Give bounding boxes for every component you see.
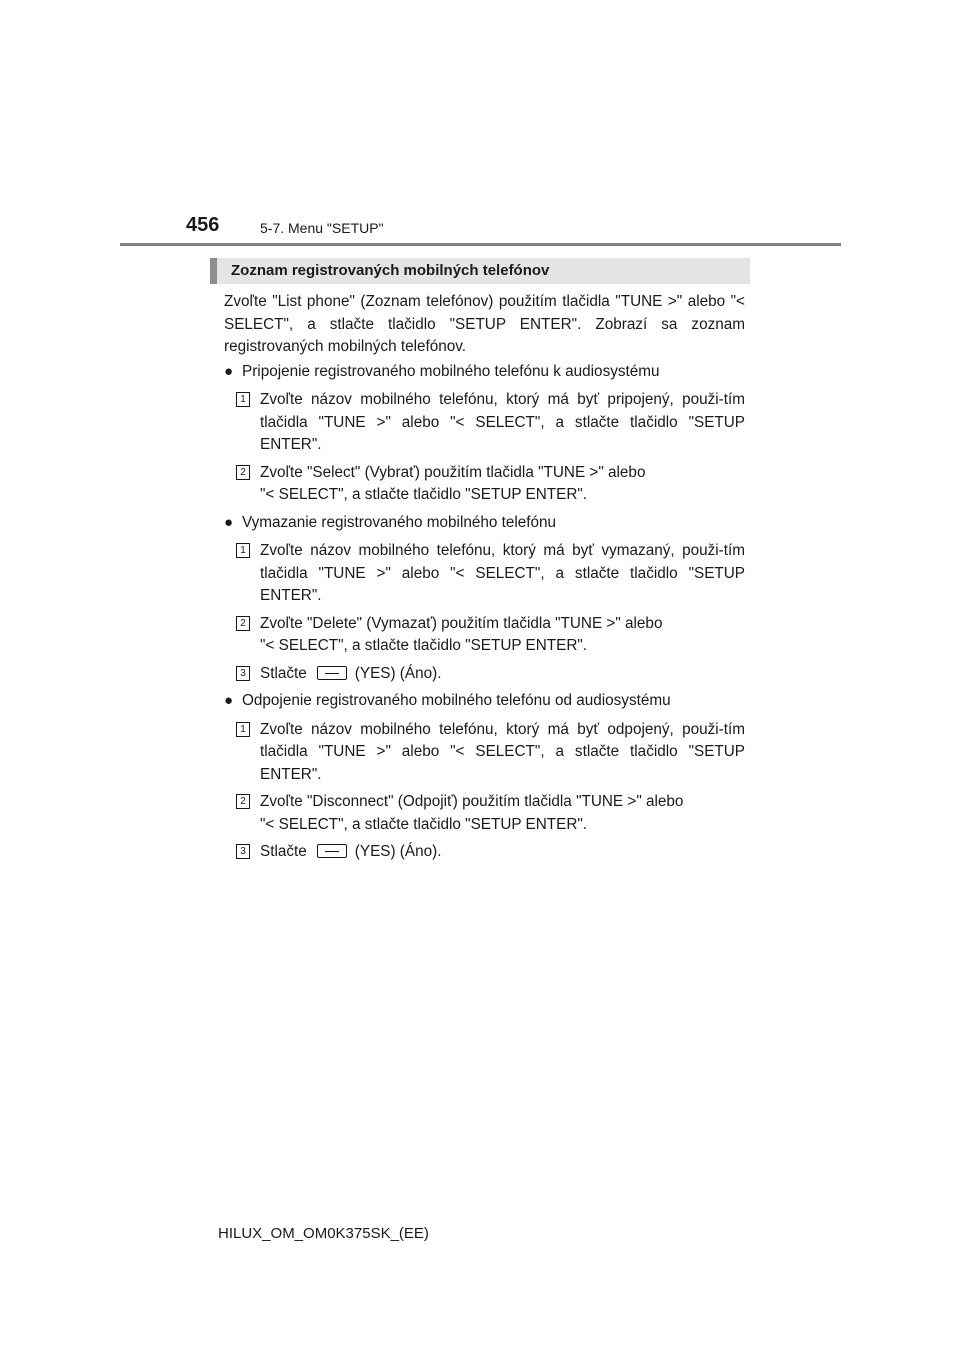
document-code: HILUX_OM_OM0K375SK_(EE) <box>218 1225 429 1242</box>
yes-button-icon <box>317 666 347 680</box>
step-item <box>224 389 745 457</box>
step-item <box>224 791 745 836</box>
page-header <box>0 0 960 250</box>
step-item <box>224 663 745 686</box>
bullet-item <box>224 512 745 535</box>
step-item <box>224 462 745 507</box>
step-text: Zvoľte "Select" (Vybrať) použitím tlačidla "TUNE >" alebo <box>260 463 646 481</box>
intro-paragraph: Zvoľte "List phone" (Zoznam telefónov) použitím tlačidla "TUNE >" alebo "< SELECT", a stlačte tlačidlo "SETUP ENTER". Zobrazí sa zoznam registrovaných mobilných telefónov. <box>224 293 745 355</box>
step-text: Stlačte <box>260 664 307 682</box>
step-text-continued: "< SELECT", a stlačte tlačidlo "SETUP ENTER". <box>260 637 588 654</box>
section-title: Zoznam registrovaných mobilných telefónov <box>231 262 550 279</box>
step-number: 1 <box>236 543 250 558</box>
step-item <box>224 719 745 787</box>
step-text: Zvoľte "Delete" (Vymazať) použitím tlačidla "TUNE >" alebo <box>260 614 663 632</box>
step-number: 3 <box>236 844 250 859</box>
chapter-title: 5-7. Menu "SETUP" <box>260 220 384 236</box>
step-text: Stlačte <box>260 843 307 860</box>
step-number: 1 <box>236 722 250 737</box>
yes-button-icon <box>317 844 347 858</box>
page-number: 456 <box>186 214 220 236</box>
bullet-item <box>224 361 745 384</box>
step-number: 3 <box>236 666 250 681</box>
step-text-continued: (YES) (Áno). <box>354 843 442 860</box>
step-text: Zvoľte názov mobilného telefónu, ktorý má byť pripojený, použi-tím tlačidla "TUNE >" alebo "< SELECT", a stlačte tlačidlo "SETUP ENTER". <box>260 391 745 453</box>
header-rule <box>120 243 841 246</box>
bullet-title: Vymazanie registrovaného mobilného telefónu <box>242 513 557 531</box>
step-item <box>224 540 745 608</box>
step-text: Zvoľte názov mobilného telefónu, ktorý má byť vymazaný, použi-tím tlačidla "TUNE >" alebo "< SELECT", a stlačte tlačidlo "SETUP ENTER". <box>260 542 745 604</box>
step-item <box>224 841 745 864</box>
step-number: 1 <box>236 392 250 407</box>
step-text-continued: "< SELECT", a stlačte tlačidlo "SETUP ENTER". <box>260 486 588 503</box>
bullet-icon: ● <box>224 362 234 380</box>
step-text-continued: "< SELECT", a stlačte tlačidlo "SETUP ENTER". <box>260 815 588 833</box>
bullet-icon: ● <box>224 692 234 709</box>
bullet-item <box>224 690 745 713</box>
step-number: 2 <box>236 465 250 480</box>
main-content <box>224 291 745 869</box>
step-number: 2 <box>236 794 250 809</box>
bullet-icon: ● <box>224 513 234 531</box>
step-text: Zvoľte názov mobilného telefónu, ktorý má byť odpojený, použi-tím tlačidla "TUNE >" alebo "< SELECT", a stlačte tlačidlo "SETUP ENTER". <box>260 720 745 783</box>
bullet-title: Pripojenie registrovaného mobilného telefónu k audiosystému <box>242 362 660 380</box>
step-number: 2 <box>236 616 250 631</box>
section-heading-bar <box>210 258 750 284</box>
step-item <box>224 613 745 658</box>
bullet-title: Odpojenie registrovaného mobilného telefónu od audiosystému <box>242 692 671 709</box>
step-text-continued: (YES) (Áno). <box>354 664 442 682</box>
step-text: Zvoľte "Disconnect" (Odpojiť) použitím tlačidla "TUNE >" alebo <box>260 793 684 810</box>
